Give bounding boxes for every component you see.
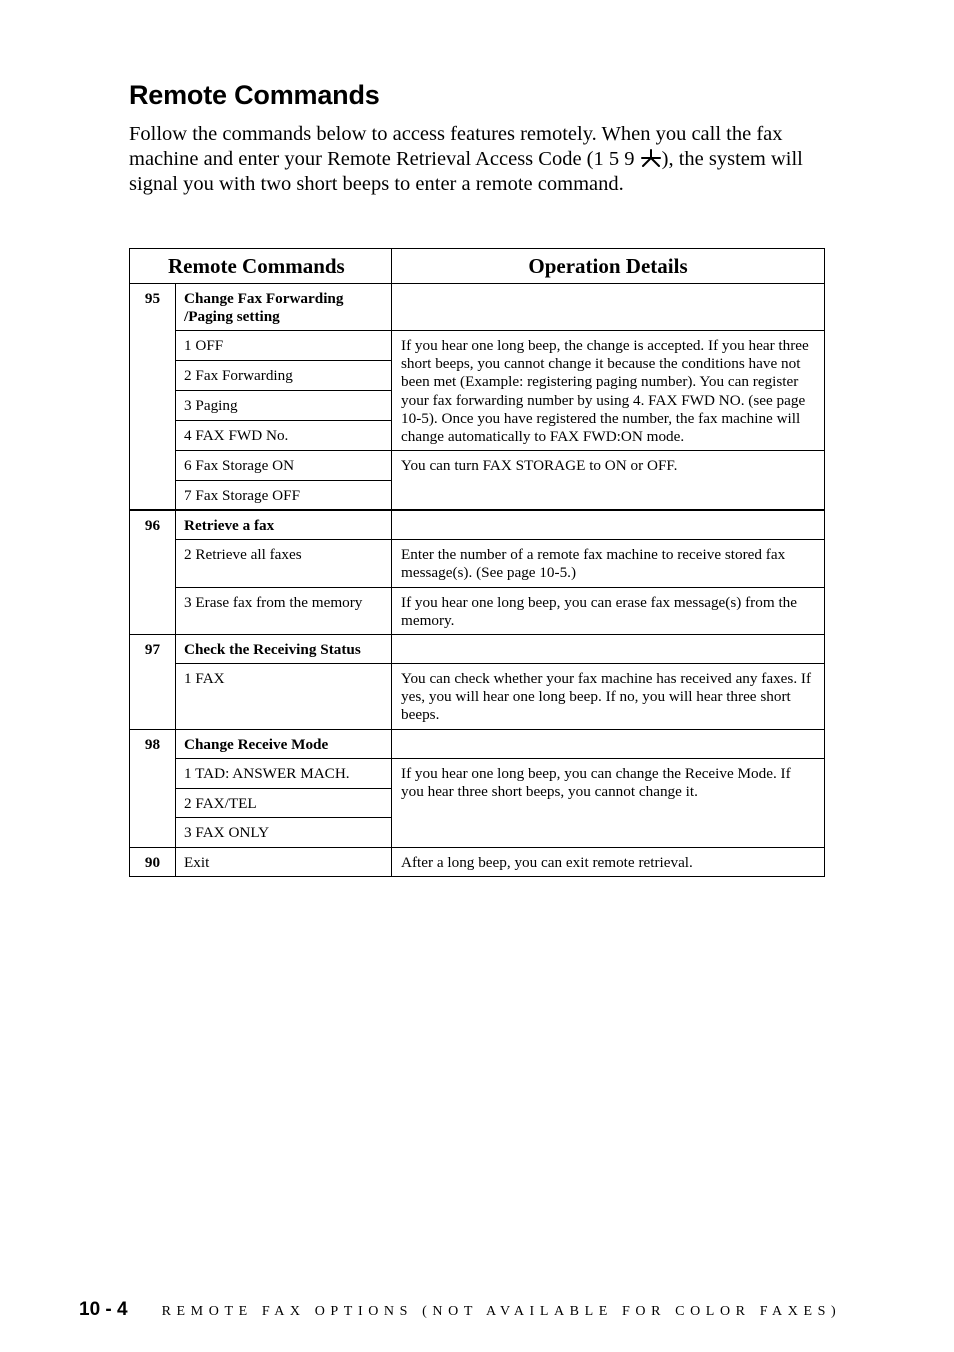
command-option: 3 FAX ONLY — [176, 818, 392, 848]
command-detail: You can turn FAX STORAGE to ON or OFF. — [392, 451, 825, 510]
header-remote-commands: Remote Commands — [130, 249, 392, 284]
table-row — [130, 510, 825, 540]
command-option: 1 TAD: ANSWER MACH. — [176, 759, 392, 789]
command-number: 96 — [130, 510, 176, 635]
table-row — [130, 540, 825, 587]
command-option: 6 Fax Storage ON — [176, 451, 392, 481]
command-title: Change Fax Forwarding /Paging setting — [176, 284, 392, 331]
table-row — [130, 284, 825, 331]
command-option: 7 Fax Storage OFF — [176, 481, 392, 510]
command-detail: Enter the number of a remote fax machine to receive stored fax message(s). (See page 10-5.) — [392, 540, 825, 587]
table-header-row — [130, 249, 825, 284]
page-title: Remote Commands — [129, 80, 380, 110]
table-row — [130, 635, 825, 664]
command-detail: After a long beep, you can exit remote retrieval. — [392, 848, 825, 877]
table-row — [130, 848, 825, 877]
command-number: 98 — [130, 730, 176, 848]
command-detail: If you hear one long beep, you can change the Receive Mode. If you hear three short beeps, you cannot change it. — [392, 759, 825, 848]
command-title: Retrieve a fax — [176, 510, 392, 540]
detail-empty — [392, 635, 825, 664]
command-option: 2 Fax Forwarding — [176, 360, 392, 391]
command-title: Check the Receiving Status — [176, 635, 392, 664]
remote-commands-table — [129, 248, 825, 877]
intro-paragraph — [129, 122, 829, 197]
command-detail: If you hear one long beep, you can erase fax message(s) from the memory. — [392, 587, 825, 634]
command-option: 3 Erase fax from the memory — [176, 587, 392, 634]
command-option: 2 FAX/TEL — [176, 789, 392, 818]
intro-text-end: ), the system will signal you with two short beeps to enter a remote command. — [129, 148, 803, 195]
command-option: 2 Retrieve all faxes — [176, 540, 392, 587]
table-row — [130, 730, 825, 759]
command-option: 3 Paging — [176, 391, 392, 421]
page-number: 10 - 4 — [79, 1299, 128, 1320]
command-detail: If you hear one long beep, the change is accepted. If you hear three short beeps, you cannot change it because the conditions have not been met (Example: registering paging number). You can register your fax forwarding number by using 4. FAX FWD NO. (see page 10-5). Once you have registered the number, the fax machine will change automatically to FAX FWD:ON mode. — [392, 331, 825, 451]
chapter-title: REMOTE FAX OPTIONS (NOT AVAILABLE FOR COLOR FAXES) — [161, 1304, 842, 1319]
command-number: 90 — [130, 848, 176, 877]
header-operation-details: Operation Details — [392, 249, 825, 284]
command-title: Exit — [176, 848, 392, 877]
table-row — [130, 451, 825, 481]
table-row — [130, 664, 825, 730]
command-detail: You can check whether your fax machine has received any faxes. If yes, you will hear one long beep. If no, you will hear three short beeps. — [392, 664, 825, 730]
asterisk-star-icon — [640, 149, 662, 167]
command-option: 4 FAX FWD No. — [176, 420, 392, 451]
detail-empty — [392, 730, 825, 759]
command-option: 1 OFF — [176, 331, 392, 361]
detail-empty — [392, 284, 825, 331]
table-row — [130, 759, 825, 789]
command-title: Change Receive Mode — [176, 730, 392, 759]
command-number: 97 — [130, 635, 176, 730]
command-option: 1 FAX — [176, 664, 392, 730]
table-row — [130, 587, 825, 634]
page-footer — [79, 1299, 841, 1321]
table-row — [130, 331, 825, 361]
intro-text-start: Follow the commands below to access features remotely. When you call the fax machine and enter your Remote Retrieval Access Code (1 5 9 — [129, 123, 783, 170]
detail-empty — [392, 510, 825, 540]
command-number: 95 — [130, 284, 176, 510]
